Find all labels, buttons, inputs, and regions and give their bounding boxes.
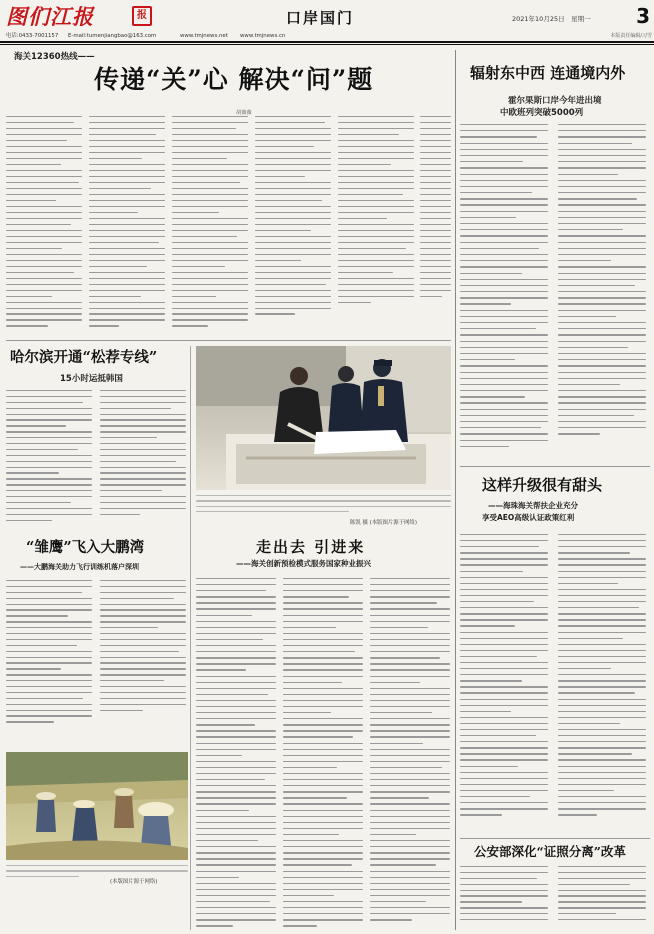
editor-line: 本版责任编辑/习雪: [610, 33, 652, 39]
eagle-title: “雏鹰”飞入大鹏湾: [26, 539, 145, 556]
column-divider-left: [190, 346, 191, 930]
customs-inspection-photo: [196, 346, 451, 490]
column-divider: [455, 50, 456, 930]
eagle-subtitle: ——大鹏海关助力飞行训练机落户深圳: [20, 563, 139, 571]
section-title: 口岸国门: [285, 9, 354, 27]
goout-title: 走出去 引进来: [256, 538, 366, 556]
customs-photo-credit: 陈凯 摄 (本版图片源于网络): [350, 520, 417, 526]
upgrade-title: 这样升级很有甜头: [482, 476, 603, 494]
farm-photo-caption: [6, 862, 188, 888]
radiation-article: [460, 62, 650, 462]
hotline-col-3: [172, 116, 248, 336]
radiation-subtitle-1: 霍尔果斯口岸今年进出境: [508, 96, 602, 106]
goout-article: [196, 534, 451, 930]
hotline-body: [6, 116, 451, 336]
eagle-col-1: [6, 580, 92, 748]
goout-subtitle: ——海关创新预检模式服务国家种业振兴: [236, 559, 371, 568]
newspaper-logo: 图们江报: [6, 4, 94, 29]
radiation-subtitle-2: 中欧班列突破5000列: [500, 108, 584, 118]
goout-col-2: [283, 578, 363, 928]
hotline-title: 传递“关”心 解决“问”题: [94, 65, 374, 94]
hotline-kicker: 海关12360热线——: [14, 52, 95, 62]
hotline-col-6: [420, 116, 451, 336]
upgrade-subtitle-1: ——海珠海关帮扶企业充分: [488, 501, 578, 510]
section-divider: [6, 340, 451, 341]
farm-workers-illustration: [6, 752, 188, 860]
goout-col-3: [370, 578, 450, 928]
police-article: [460, 842, 650, 930]
farm-photo-credit: (本版图片源于网络): [110, 879, 158, 885]
harbin-col-1: [6, 390, 92, 536]
farm-workers-photo: [6, 752, 188, 860]
date-line: 2021年10月25日 星期一: [512, 15, 591, 23]
upgrade-col-2: [558, 534, 646, 832]
contact-web1: www.tmjnews.net: [180, 33, 228, 39]
eagle-col-2: [100, 580, 186, 748]
contact-email: E-mail:tumenjiangbao@163.com: [68, 33, 157, 39]
page-number: 3: [636, 4, 650, 28]
contact-phone: 电话:0433-7001157: [6, 33, 59, 39]
police-col-2: [558, 866, 646, 928]
upgrade-article: [460, 474, 650, 834]
upgrade-col-1: [460, 534, 548, 832]
harbin-col-2: [100, 390, 186, 536]
customs-inspection-illustration: [196, 346, 451, 490]
logo-stamp: 报: [132, 6, 152, 26]
radiation-title: 辐射东中西 连通境内外: [470, 64, 626, 82]
goout-col-1: [196, 578, 276, 928]
police-col-1: [460, 866, 548, 928]
police-title: 公安部深化“证照分离”改革: [474, 844, 626, 859]
harbin-title: 哈尔滨开通“松荐专线”: [10, 349, 158, 366]
hotline-article: [6, 48, 451, 338]
radiation-col-2: [558, 124, 646, 459]
contact-web2: www.tmjnews.cn: [240, 33, 286, 39]
section-divider: [460, 838, 650, 839]
masthead-rule-thin: [0, 44, 654, 45]
hotline-col-1: [6, 116, 82, 336]
hotline-col-5: [338, 116, 414, 336]
section-divider: [460, 466, 650, 467]
hotline-col-2: [89, 116, 165, 336]
upgrade-subtitle-2: 享受AEO高级认证政策红利: [482, 513, 575, 522]
masthead-rule: [0, 41, 654, 43]
eagle-article: [6, 536, 188, 748]
hotline-byline: 胡薇薇: [236, 110, 252, 116]
radiation-col-1: [460, 124, 548, 459]
hotline-col-4: [255, 116, 331, 336]
harbin-article: [6, 346, 188, 536]
harbin-subtitle: 15小时运抵韩国: [60, 374, 123, 384]
